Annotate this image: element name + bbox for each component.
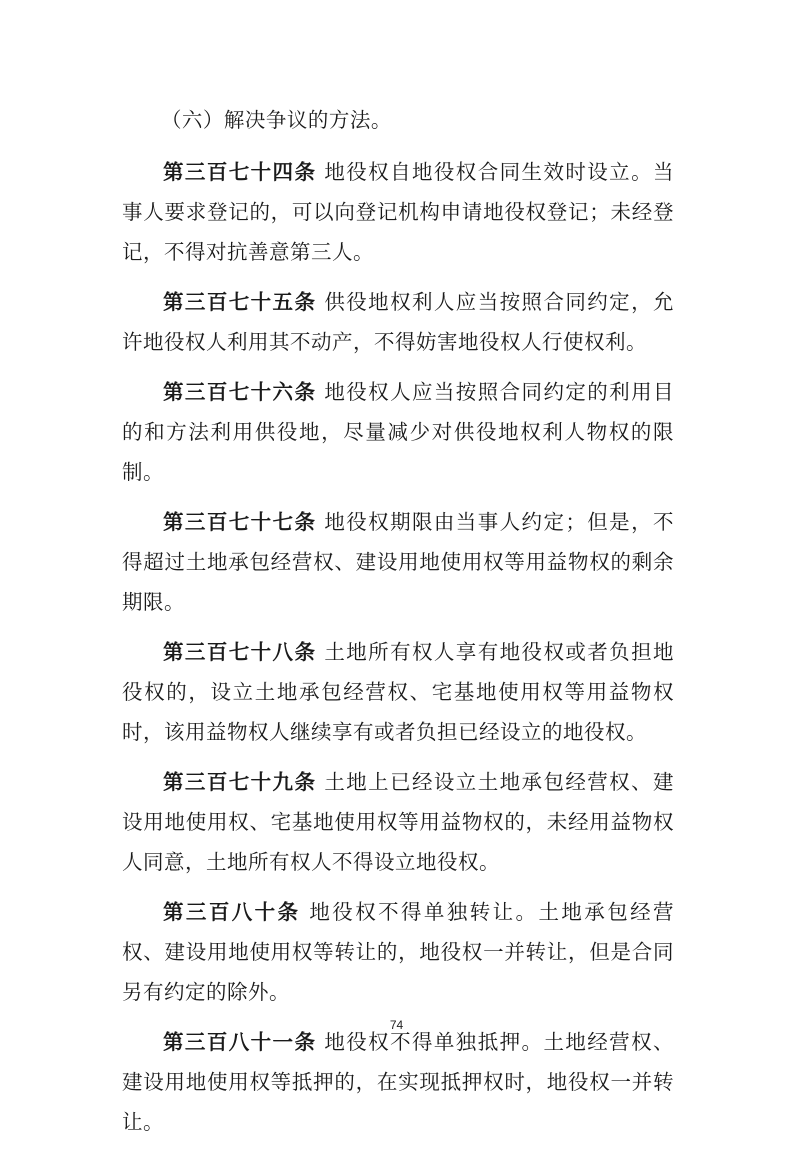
article-heading: 第三百七十五条 bbox=[163, 290, 317, 314]
article-heading: 第三百八十一条 bbox=[163, 1030, 317, 1054]
article-heading: 第三百七十七条 bbox=[163, 510, 317, 534]
article-heading: 第三百七十九条 bbox=[163, 770, 317, 794]
article-heading: 第三百七十八条 bbox=[163, 640, 317, 664]
article-text: 地役权自地役权合同生效时设立。当事人要求登记的，可以向登记机构申请地役权登记；未经登记，不得对抗善意第三人。 bbox=[122, 160, 675, 264]
article-paragraph bbox=[122, 762, 674, 882]
article-paragraph bbox=[122, 502, 674, 622]
paragraph-text: （六）解决争议的方法。 bbox=[160, 108, 392, 132]
article-text: 土地所有权人享有地役权或者负担地役权的，设立土地承包经营权、宅基地使用权等用益物权时，该用益物权人继续享有或者负担已经设立的地役权。 bbox=[122, 640, 675, 744]
article-paragraph bbox=[122, 892, 674, 1012]
article-heading: 第三百七十四条 bbox=[163, 160, 317, 184]
article-paragraph bbox=[122, 152, 674, 272]
article-text: 地役权不得单独转让。土地承包经营权、建设用地使用权等转让的，地役权一并转让，但是合同另有约定的除外。 bbox=[122, 900, 675, 1004]
article-text: 供役地权利人应当按照合同约定，允许地役权人利用其不动产，不得妨害地役权人行使权利。 bbox=[122, 290, 675, 354]
document-page bbox=[122, 100, 674, 1152]
article-text: 土地上已经设立土地承包经营权、建设用地使用权、宅基地使用权等用益物权的，未经用益物权人同意，土地所有权人不得设立地役权。 bbox=[122, 770, 675, 874]
article-heading: 第三百八十条 bbox=[163, 900, 301, 924]
article-text: 地役权人应当按照合同约定的利用目的和方法利用供役地，尽量减少对供役地权利人物权的限制。 bbox=[122, 380, 675, 484]
article-paragraph bbox=[122, 282, 674, 362]
paragraph bbox=[122, 100, 674, 140]
article-paragraph bbox=[122, 372, 674, 492]
article-heading: 第三百七十六条 bbox=[163, 380, 317, 404]
article-paragraph bbox=[122, 632, 674, 752]
article-text: 地役权期限由当事人约定；但是，不得超过土地承包经营权、建设用地使用权等用益物权的剩余期限。 bbox=[122, 510, 675, 614]
page-number: 74 bbox=[389, 1018, 404, 1032]
article-paragraph bbox=[122, 1022, 674, 1142]
article-text: 地役权不得单独抵押。土地经营权、建设用地使用权等抵押的，在实现抵押权时，地役权一并转让。 bbox=[122, 1030, 675, 1134]
